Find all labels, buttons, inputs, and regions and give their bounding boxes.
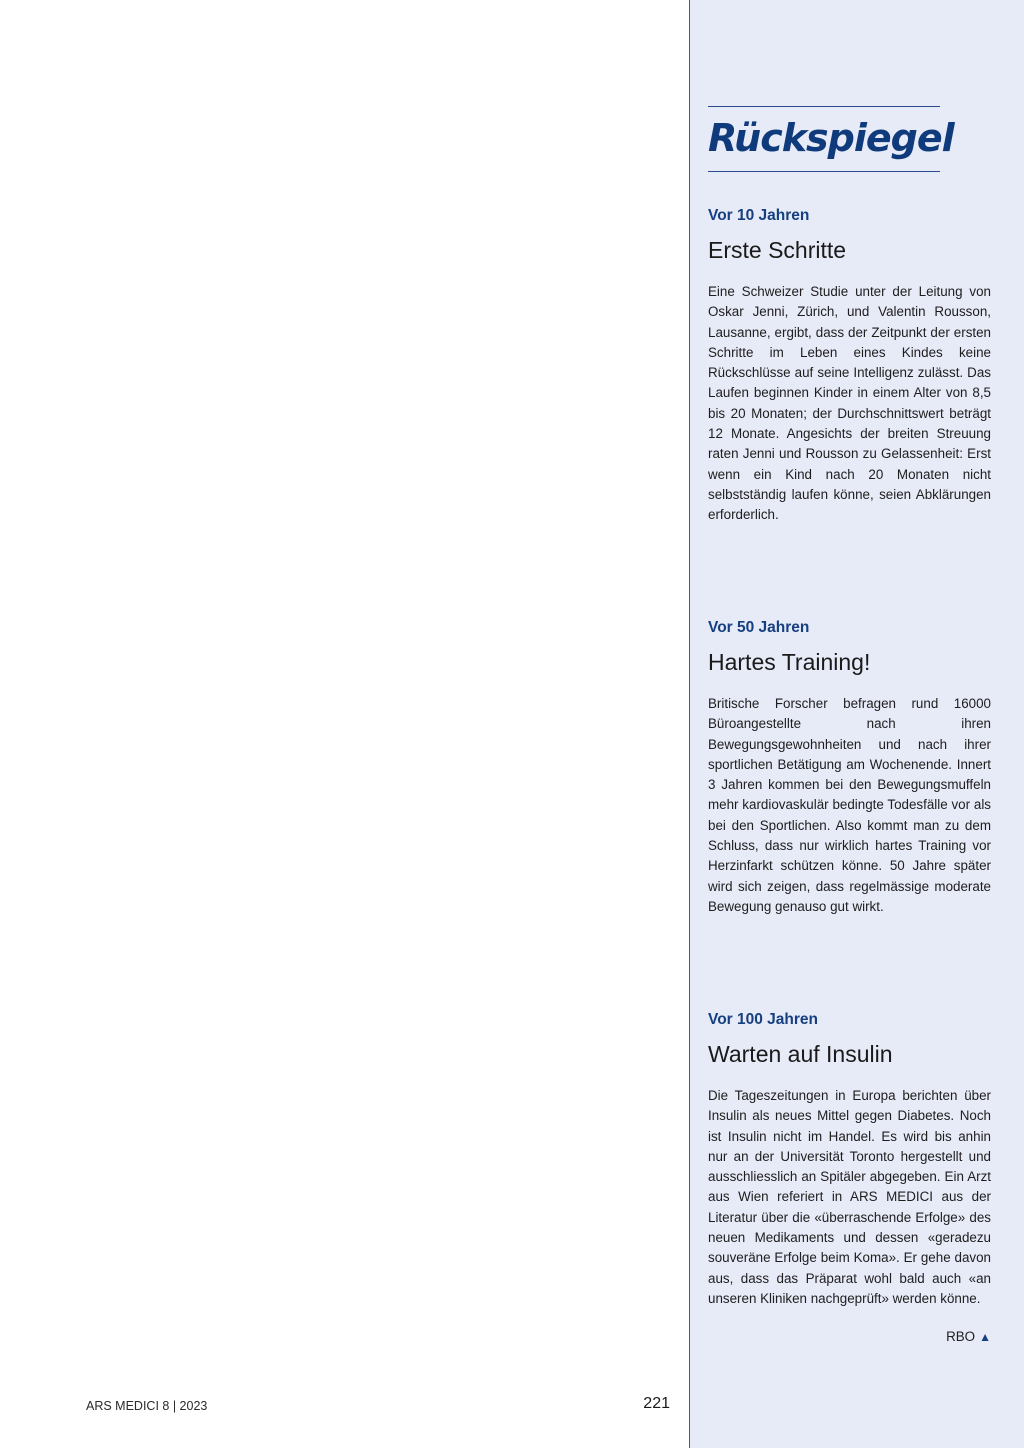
section-masthead xyxy=(708,106,954,172)
article-50-years xyxy=(708,618,991,917)
article-headline: Warten auf Insulin xyxy=(708,1041,893,1067)
article-100-years xyxy=(708,1010,991,1309)
article-10-years xyxy=(708,206,991,526)
footer-journal-issue: ARS MEDICI 8 | 2023 xyxy=(86,1399,208,1413)
article-body: Die Tageszeitungen in Europa berichten über Insulin als neues Mittel gegen Diabetes. Noch ist Insulin nicht im Handel. Es wird bis anhin nur an der Universität Toronto hergestellt und ausschliesslich an Spitäler abgegeben. Ein Arzt aus Wien referiert in ARS MEDICI aus der Literatur über die «überraschende Erfolge» des neuen Medikaments und dessen «geradezu souveräne Erfolge beim Koma». Er gehe davon aus, dass das Präparat wohl bald auch «an unseren Kliniken nachgeprüft» werden könne. xyxy=(708,1088,991,1306)
article-kicker: Vor 100 Jahren xyxy=(708,1011,818,1028)
article-kicker: Vor 10 Jahren xyxy=(708,207,810,224)
sidebar-rueckspiegel xyxy=(689,0,1024,1448)
article-body: Eine Schweizer Studie unter der Leitung von Oskar Jenni, Zürich, und Valentin Rousson, Lausanne, ergibt, dass der Zeitpunkt der ersten Schritte im Leben eines Kindes keine Rückschlüsse auf seine Intelligenz zulässt. Das Laufen beginnen Kinder in einem Alter von 8,5 bis 20 Monaten; der Durchschnittswert beträgt 12 Monate. Angesichts der breiten Streuung raten Jenni und Rousson zu Gelassenheit: Erst wenn ein Kind nach 20 Monaten nicht selbstständig laufen könne, seien Abklärungen erforderlich. xyxy=(708,284,991,523)
page-number: 221 xyxy=(643,1395,670,1412)
section-title: Rückspiegel xyxy=(708,116,954,160)
author-signature xyxy=(708,1327,991,1347)
article-kicker: Vor 50 Jahren xyxy=(708,619,810,636)
article-headline: Erste Schritte xyxy=(708,237,847,263)
author-initials: RBO xyxy=(946,1329,976,1344)
article-body: Britische Forscher befragen rund 16000 Büroangestellte nach ihren Bewegungsgewohnheiten und nach ihrer sportlichen Betätigung am Wochenende. Innert 3 Jahren kommen bei den Bewegungsmuffeln mehr kardiovaskulär bedingte Todesfälle vor als bei den Sportlichen. Also kommt man zu dem Schluss, dass nur wirklich hartes Training vor Herzinfarkt schützen könne. 50 Jahre später wird sich zeigen, dass regelmässige moderate Bewegung genauso gut wirkt. xyxy=(708,696,991,914)
article-headline: Hartes Training! xyxy=(708,649,871,675)
triangle-up-icon: ▲ xyxy=(979,1330,991,1344)
